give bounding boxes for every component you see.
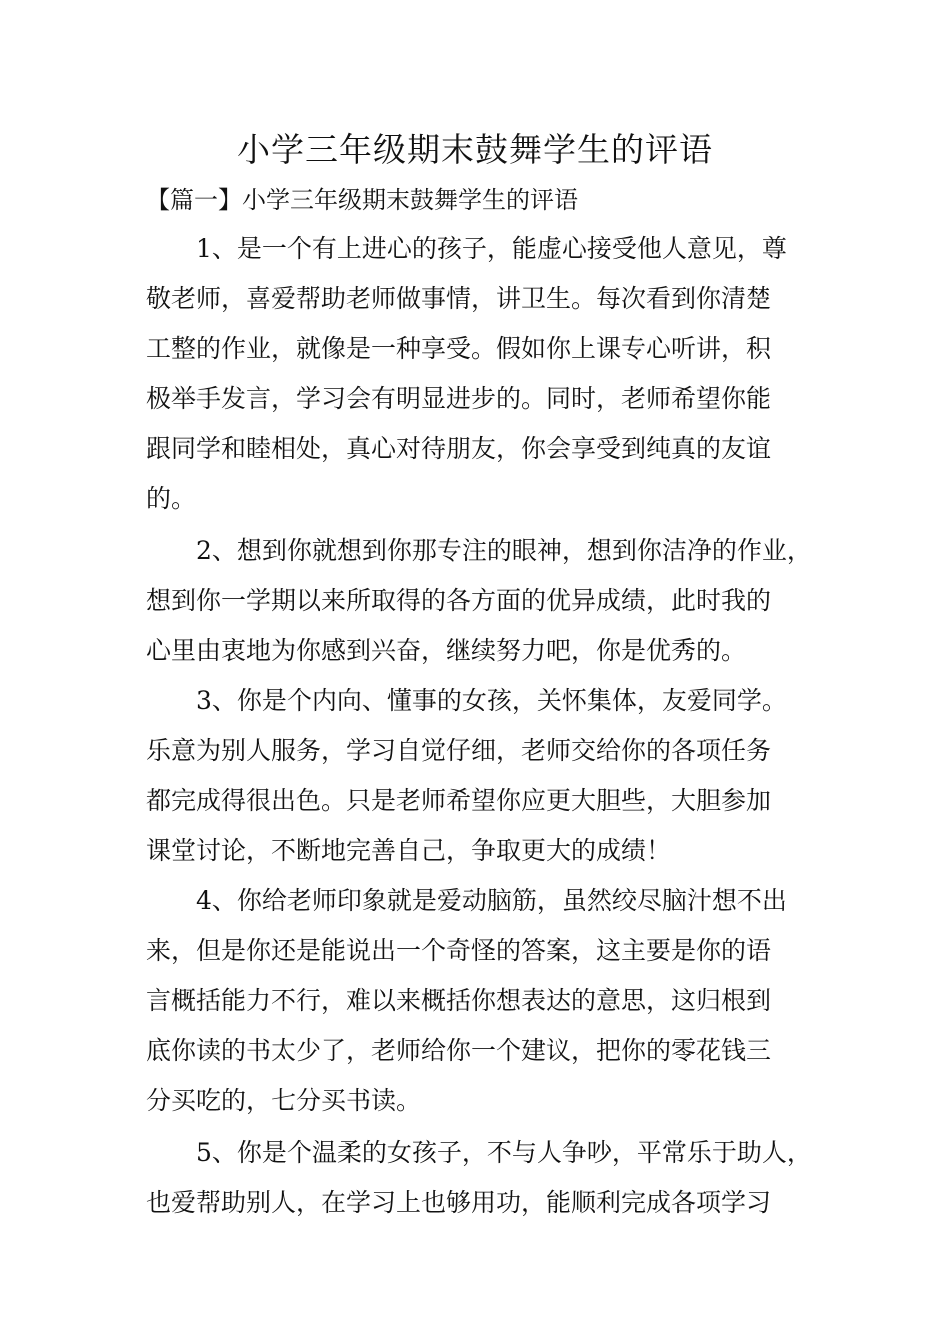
paragraph-line: 2、想到你就想到你那专注的眼神，想到你洁净的作业， — [196, 536, 812, 565]
paragraph-line: 3、你是个内向、懂事的女孩，关怀集体，友爱同学。 — [196, 686, 787, 715]
paragraph-line: 工整的作业，就像是一种享受。假如你上课专心听讲，积 — [146, 334, 772, 363]
paragraph-line: 言概括能力不行，难以来概括你想表达的意思，这归根到 — [146, 986, 772, 1015]
paragraph-line: 课堂讨论，不断地完善自己，争取更大的成绩！ — [146, 836, 672, 865]
paragraph-line: 4、你给老师印象就是爱动脑筋，虽然绞尽脑汁想不出 — [196, 886, 787, 915]
paragraph-line: 1、是一个有上进心的孩子，能虚心接受他人意见，尊 — [196, 234, 787, 263]
paragraph-line: 想到你一学期以来所取得的各方面的优异成绩，此时我的 — [146, 586, 772, 615]
paragraph-line: 底你读的书太少了，老师给你一个建议，把你的零花钱三 — [146, 1036, 772, 1065]
paragraph-line: 的。 — [146, 484, 197, 513]
paragraph-line: 敬老师，喜爱帮助老师做事情，讲卫生。每次看到你清楚 — [146, 284, 772, 313]
paragraph-line: 极举手发言，学习会有明显进步的。同时，老师希望你能 — [146, 384, 772, 413]
paragraph-line: 5、你是个温柔的女孩子，不与人争吵，平常乐于助人， — [196, 1138, 812, 1167]
section-heading: 【篇一】小学三年级期末鼓舞学生的评语 — [146, 186, 578, 214]
paragraph-line: 分买吃的，七分买书读。 — [146, 1086, 422, 1115]
paragraph-line: 心里由衷地为你感到兴奋，继续努力吧，你是优秀的。 — [146, 636, 747, 665]
paragraph-line: 也爱帮助别人，在学习上也够用功，能顺利完成各项学习 — [146, 1188, 772, 1217]
paragraph-line: 来，但是你还是能说出一个奇怪的答案，这主要是你的语 — [146, 936, 772, 965]
document-title: 小学三年级期末鼓舞学生的评语 — [237, 130, 713, 169]
paragraph-line: 乐意为别人服务，学习自觉仔细，老师交给你的各项任务 — [146, 736, 772, 765]
paragraph-line: 跟同学和睦相处，真心对待朋友，你会享受到纯真的友谊 — [146, 434, 772, 463]
paragraph-line: 都完成得很出色。只是老师希望你应更大胆些，大胆参加 — [146, 786, 772, 815]
